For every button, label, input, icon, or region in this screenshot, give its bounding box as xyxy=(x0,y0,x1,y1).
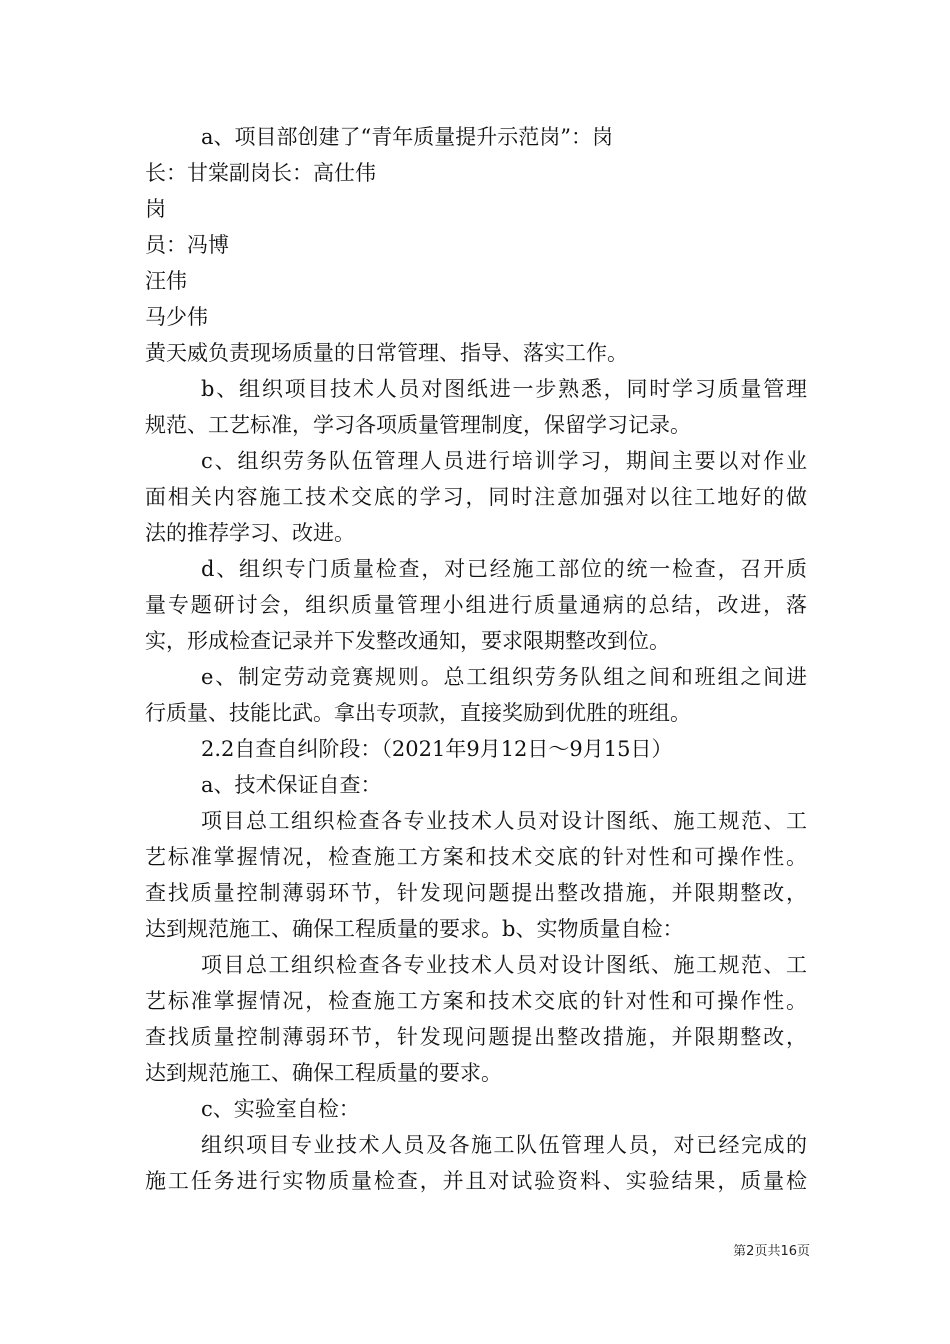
text-line: 2.2自查自纠阶段：（2021年9月12日～9月15日） xyxy=(201,737,673,761)
text-line: 项目总工组织检查各专业技术人员对设计图纸、施工规范、工 xyxy=(201,809,807,833)
text-line: 施工任务进行实物质量检查，并且对试验资料、实验结果，质量检 xyxy=(145,1169,807,1193)
text-line: 达到规范施工、确保工程质量的要求。b、实物质量自检： xyxy=(145,917,684,941)
text-line: e、制定劳动竞赛规则。总工组织劳务队组之间和班组之间进 xyxy=(201,665,807,689)
text-line: 查找质量控制薄弱环节，针发现问题提出整改措施，并限期整改， xyxy=(145,881,807,905)
text-line: a、技术保证自查： xyxy=(201,773,382,797)
text-line: 行质量、技能比武。拿出专项款，直接奖励到优胜的班组。 xyxy=(145,701,691,725)
text-line: 长：甘棠副岗长：高仕伟 xyxy=(145,161,376,185)
text-line: 艺标准掌握情况，检查施工方案和技术交底的针对性和可操作性。 xyxy=(145,989,807,1013)
document-body xyxy=(145,119,807,1199)
text-line: 面相关内容施工技术交底的学习，同时注意加强对以往工地好的做 xyxy=(145,485,807,509)
text-line: 量专题研讨会，组织质量管理小组进行质量通病的总结，改进，落 xyxy=(145,593,807,617)
text-line: 员：冯博 xyxy=(145,233,229,257)
text-line: 汪伟 xyxy=(145,269,187,293)
text-line: c、组织劳务队伍管理人员进行培训学习，期间主要以对作业 xyxy=(201,449,807,473)
text-line: 马少伟 xyxy=(145,305,208,329)
text-line: b、组织项目技术人员对图纸进一步熟悉，同时学习质量管理 xyxy=(201,377,807,401)
text-line: d、组织专门质量检查，对已经施工部位的统一检查，召开质 xyxy=(201,557,807,581)
text-line: 查找质量控制薄弱环节，针发现问题提出整改措施，并限期整改， xyxy=(145,1025,807,1049)
text-line: 岗 xyxy=(145,197,166,221)
text-line: 项目总工组织检查各专业技术人员对设计图纸、施工规范、工 xyxy=(201,953,807,977)
text-line: 艺标准掌握情况，检查施工方案和技术交底的针对性和可操作性。 xyxy=(145,845,807,869)
page-number: 第2页共16页 xyxy=(733,1244,810,1259)
text-line: 实，形成检查记录并下发整改通知，要求限期整改到位。 xyxy=(145,629,670,653)
text-line: a、项目部创建了“青年质量提升示范岗”：岗 xyxy=(201,125,613,149)
text-line: c、实验室自检： xyxy=(201,1097,360,1121)
text-line: 规范、工艺标准，学习各项质量管理制度，保留学习记录。 xyxy=(145,413,691,437)
text-line: 黄天威负责现场质量的日常管理、指导、落实工作。 xyxy=(145,341,628,365)
text-line: 组织项目专业技术人员及各施工队伍管理人员，对已经完成的 xyxy=(201,1133,807,1157)
text-line: 达到规范施工、确保工程质量的要求。 xyxy=(145,1061,502,1085)
text-line: 法的推荐学习、改进。 xyxy=(145,521,355,545)
